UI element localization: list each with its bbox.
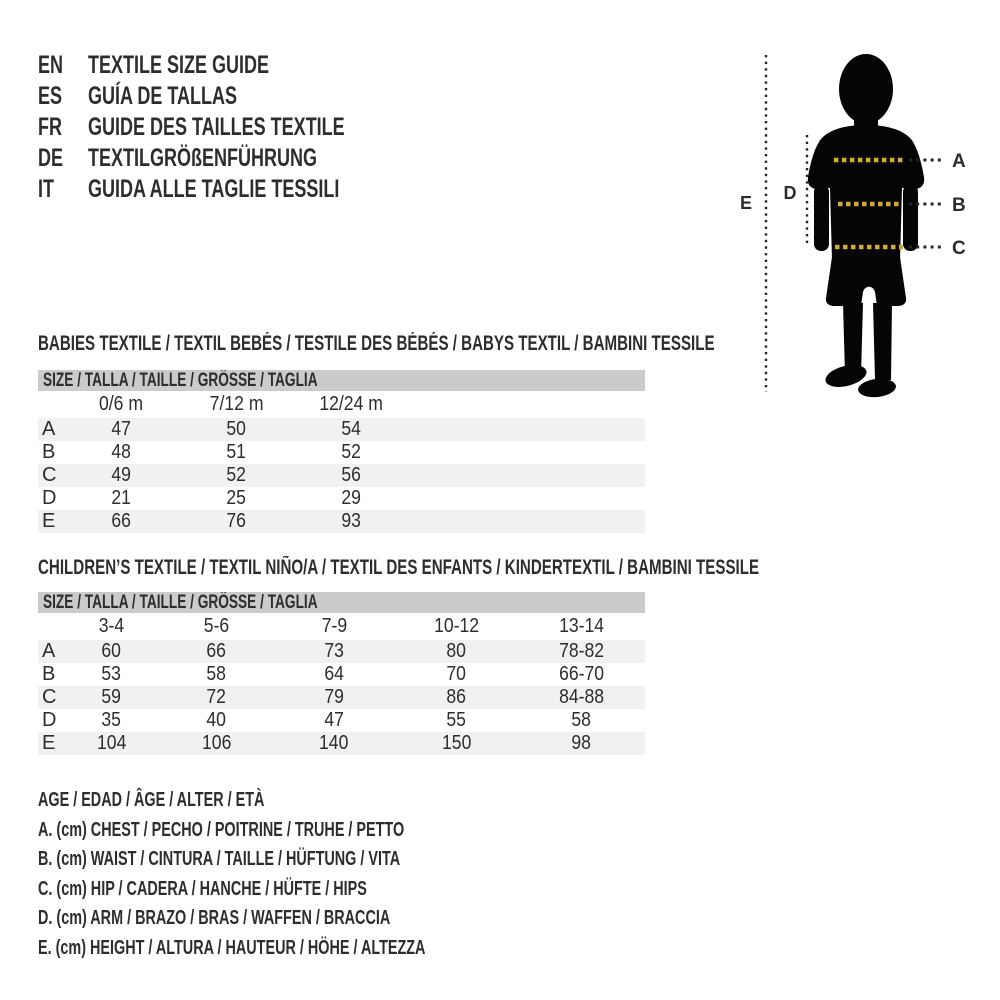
page-title: TEXTILE SIZE GUIDE — [88, 51, 270, 79]
row-label: C — [42, 686, 57, 708]
cell: 50 — [226, 418, 247, 440]
legend-chest-line: A. (cm) CHEST / PECHO / POITRINE / TRUHE / PETTO — [38, 818, 405, 841]
column-header: 13-14 — [558, 615, 605, 637]
cell: 66 — [111, 510, 132, 532]
language-code: DE — [38, 144, 64, 172]
cell: 80 — [446, 640, 467, 662]
legend-arm-line: D. (cm) ARM / BRAZO / BRAS / WAFFEN / BRACCIA — [38, 907, 391, 929]
row-label: B — [42, 441, 56, 463]
cell: 29 — [341, 487, 362, 509]
cell: 56 — [341, 464, 362, 486]
cell: 47 — [111, 418, 132, 440]
children-column-header-row — [38, 613, 645, 640]
column-header: 3-4 — [98, 615, 125, 637]
language-row-de — [38, 143, 445, 174]
cell: 64 — [324, 663, 344, 685]
column-header: 10-12 — [433, 615, 480, 637]
babies-column-header-row — [38, 391, 645, 418]
row-label: C — [42, 464, 57, 486]
cell: 40 — [206, 709, 227, 731]
cell: 54 — [341, 418, 362, 440]
table-row-e — [38, 510, 645, 533]
cell: 73 — [324, 640, 344, 662]
row-label: D — [42, 709, 57, 731]
column-header: 12/24 m — [319, 393, 384, 415]
cell: 76 — [226, 510, 247, 532]
table-row-a — [38, 640, 645, 663]
language-code: FR — [38, 113, 62, 141]
row-label: A — [42, 640, 56, 662]
language-title-block — [38, 50, 445, 205]
measurement-legend — [38, 786, 576, 963]
measure-label-a: A — [952, 151, 966, 172]
size-header-bar — [38, 370, 645, 391]
size-header-text: SIZE / TALLA / TAILLE / GRÖSSE / TAGLIA — [43, 370, 318, 391]
table-row-d — [38, 709, 645, 732]
cell: 58 — [571, 709, 592, 731]
page-title-es: GUÍA DE TALLAS — [88, 82, 237, 110]
cell: 47 — [324, 709, 344, 731]
language-row-fr — [38, 112, 445, 143]
cell: 72 — [206, 686, 227, 708]
cell: 66-70 — [558, 663, 605, 685]
size-header-text: SIZE / TALLA / TAILLE / GRÖSSE / TAGLIA — [43, 592, 318, 613]
table-row-e — [38, 732, 645, 755]
page-title-fr: GUIDE DES TAILLES TEXTILE — [88, 113, 345, 141]
language-row-en — [38, 50, 445, 81]
cell: 52 — [341, 441, 362, 463]
cell: 106 — [201, 732, 232, 754]
cell: 66 — [206, 640, 227, 662]
cell: 59 — [101, 686, 122, 708]
column-header: 7/12 m — [209, 393, 264, 415]
cell: 84-88 — [558, 686, 605, 708]
cell: 53 — [101, 663, 122, 685]
cell: 52 — [226, 464, 247, 486]
language-row-es — [38, 81, 445, 112]
measure-label-e: E — [739, 193, 753, 213]
silhouette-shorts — [826, 257, 906, 306]
cell: 21 — [111, 487, 132, 509]
children-size-table — [38, 592, 645, 755]
cell: 51 — [226, 441, 247, 463]
legend-hip-line: C. (cm) HIP / CADERA / HANCHE / HÜFTE / HIPS — [38, 877, 367, 900]
cell: 150 — [441, 732, 472, 754]
cell: 140 — [319, 732, 349, 754]
cell: 98 — [571, 732, 592, 754]
silhouette-right-arm — [903, 185, 918, 251]
column-header: 5-6 — [203, 615, 230, 637]
cell: 86 — [446, 686, 467, 708]
row-label: D — [42, 487, 57, 509]
measure-label-b: B — [952, 195, 966, 216]
measure-label-c: C — [952, 238, 966, 259]
language-row-it — [38, 174, 445, 205]
cell: 35 — [101, 709, 122, 731]
column-header: 0/6 m — [99, 393, 144, 415]
language-code: EN — [38, 51, 64, 79]
table-row-b — [38, 663, 645, 686]
cell: 58 — [206, 663, 227, 685]
cell: 49 — [111, 464, 132, 486]
cell: 70 — [446, 663, 467, 685]
row-label: E — [42, 732, 56, 754]
children-section-heading-text: CHILDREN’S TEXTILE / TEXTIL NIÑO/A / TEXTIL DES ENFANTS / KINDERTEXTIL / BAMBINI TESSILE — [38, 556, 760, 579]
cell: 48 — [111, 441, 132, 463]
page-title-it: GUIDA ALLE TAGLIE TESSILI — [88, 175, 340, 203]
column-header: 7-9 — [321, 615, 347, 637]
cell: 104 — [96, 732, 127, 754]
babies-section-heading-text: BABIES TEXTILE / TEXTIL BEBÉS / TESTILE DES BÉBÉS / BABYS TEXTIL / BAMBINI TESSILE — [38, 332, 715, 355]
cell: 79 — [324, 686, 344, 708]
legend-height-line: E. (cm) HEIGHT / ALTURA / HAUTEUR / HÖHE / ALTEZZA — [38, 936, 426, 959]
cell: 55 — [446, 709, 467, 731]
table-row-b — [38, 441, 645, 464]
size-header-bar — [38, 592, 645, 613]
silhouette-left-arm — [814, 185, 829, 251]
babies-size-table — [38, 370, 645, 533]
cell: 93 — [341, 510, 362, 532]
row-label: B — [42, 663, 56, 685]
legend-waist-line: B. (cm) WAIST / CINTURA / TAILLE / HÜFTUNG / VITA — [38, 848, 401, 870]
table-row-a — [38, 418, 645, 441]
legend-age-line: AGE / EDAD / ÂGE / ALTER / ETÀ — [38, 789, 265, 811]
table-row-c — [38, 464, 645, 487]
table-row-c — [38, 686, 645, 709]
row-label: A — [42, 418, 56, 440]
cell: 25 — [226, 487, 247, 509]
table-row-d — [38, 487, 645, 510]
row-label: E — [42, 510, 56, 532]
measure-label-d: D — [783, 183, 797, 203]
cell: 78-82 — [558, 640, 605, 662]
language-code: IT — [38, 175, 54, 203]
silhouette-right-shoe — [857, 377, 897, 399]
babies-section-heading — [38, 332, 978, 354]
language-code: ES — [38, 82, 63, 110]
cell: 60 — [101, 640, 122, 662]
page-title-de: TEXTILGRÖßENFÜHRUNG — [88, 144, 317, 172]
children-section-heading — [38, 556, 1000, 578]
